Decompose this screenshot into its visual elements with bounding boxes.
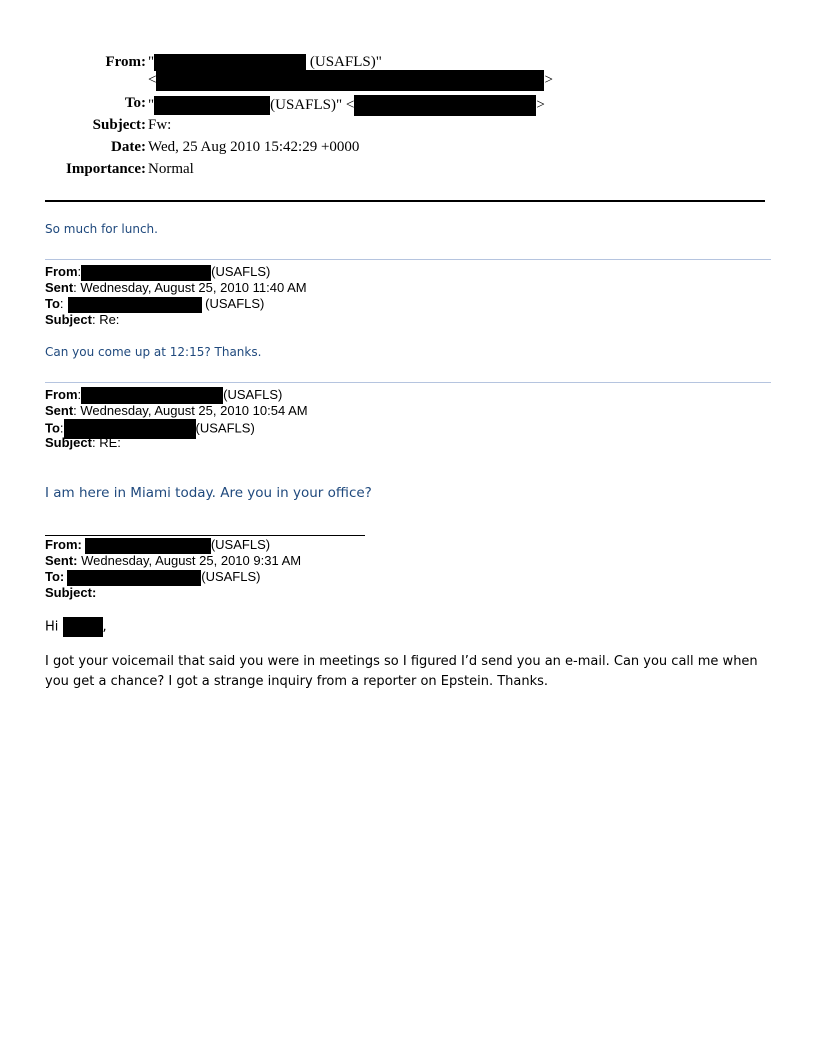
header-subject-label: Subject: [92,117,146,133]
header-from-value: " (USAFLS)" [148,54,382,70]
redaction [81,387,223,404]
redaction [63,617,103,637]
header-importance-value: Normal [148,161,194,177]
redaction [81,265,211,281]
msg2-subject: Subject: RE: [45,435,121,450]
header-importance-label: Importance: [66,161,146,177]
header-to-value: " (USAFLS)" < > [148,95,545,116]
msg1-subject: Subject: Re: [45,312,120,327]
msg1-from: From: (USAFLS) [45,264,271,279]
header-subject-value: Fw: [148,117,172,133]
header-from-label: From: [105,54,146,70]
redaction [68,297,202,313]
msg3-to: To: (USAFLS) [45,569,261,584]
msg2-sent: Sent: Wednesday, August 25, 2010 10:54 AM [45,403,308,418]
header-to-label: To: [124,95,146,111]
message-body: I got your voicemail that said you were in meetings so I figured I’d send you an e-mail. Can you call me when you get a chance? I got a strange inquiry from a reporter on Epstein. Thanks. [45,654,758,689]
msg3-subject: Subject: [45,585,97,600]
header-date-value: Wed, 25 Aug 2010 15:42:29 +0000 [148,139,360,155]
reply-note-3: I am here in Miami today. Are you in your office? [45,485,372,501]
redaction [67,570,201,586]
msg2-to: To: (USAFLS) [45,419,255,439]
redaction [154,54,306,71]
message-divider [45,259,771,260]
redaction [156,70,544,91]
msg3-from: From: (USAFLS) [45,537,271,552]
redaction [154,96,270,115]
msg1-to: To: (USAFLS) [45,296,265,311]
redaction [85,538,211,554]
header-from-email: < > [148,70,553,91]
greeting: Hi , [45,617,107,638]
header-divider [45,200,765,202]
message-divider [45,535,365,536]
reply-note-1: So much for lunch. [45,222,158,236]
msg1-sent: Sent: Wednesday, August 25, 2010 11:40 AM [45,280,307,295]
message-divider [45,382,771,383]
msg2-from: From: (USAFLS) [45,387,282,404]
reply-note-2: Can you come up at 12:15? Thanks. [45,345,262,359]
msg3-sent: Sent: Wednesday, August 25, 2010 9:31 AM [45,553,302,568]
header-date-label: Date: [111,139,146,155]
redaction [354,95,536,116]
